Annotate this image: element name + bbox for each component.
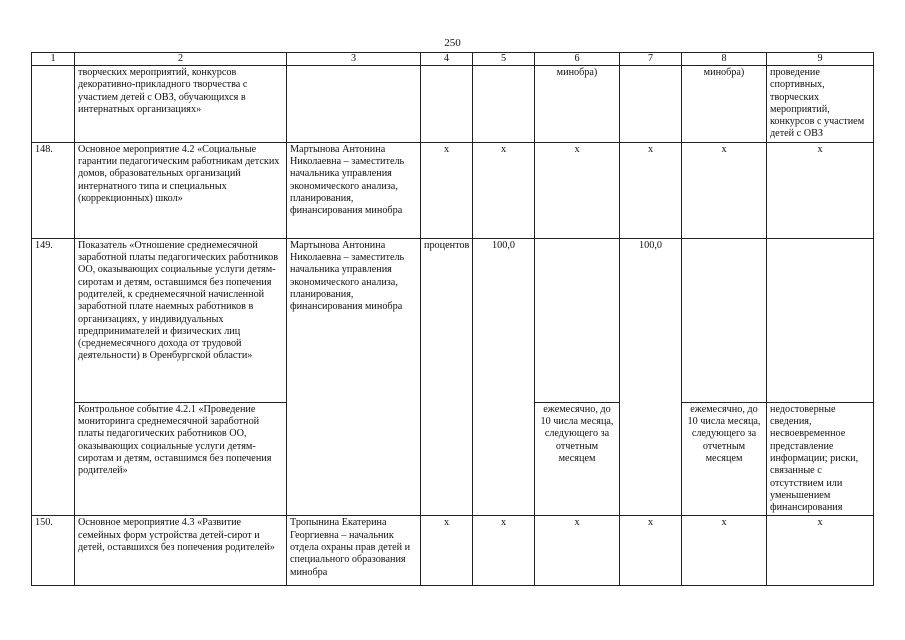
cell-value bbox=[473, 66, 535, 143]
header-cell: 6 bbox=[535, 53, 620, 66]
cell-num bbox=[32, 66, 75, 143]
cell-responsible: Мартынова Антонина Николаевна – заместитель начальника управления экономического анализа, планирования, финансирования минобра bbox=[287, 142, 421, 238]
header-cell: 1 bbox=[32, 53, 75, 66]
cell-deadline: ежемесячно, до 10 числа месяца, следующего за отчетным месяцем bbox=[535, 402, 620, 516]
cell-deadline: x bbox=[535, 516, 620, 586]
cell-deadline: x bbox=[535, 142, 620, 238]
cell-result: x bbox=[767, 516, 874, 586]
cell-result bbox=[767, 238, 874, 402]
plan-table bbox=[31, 52, 874, 586]
row-number: 149. bbox=[32, 238, 75, 516]
table-row-150 bbox=[32, 516, 874, 586]
cell-value-2: x bbox=[620, 516, 682, 586]
cell-deadline-2: x bbox=[682, 516, 767, 586]
header-cell: 8 bbox=[682, 53, 767, 66]
cell-value: 100,0 bbox=[473, 238, 535, 516]
table-row-continued bbox=[32, 66, 874, 143]
row-number: 150. bbox=[32, 516, 75, 586]
cell-value-2 bbox=[620, 66, 682, 143]
page-number: 250 bbox=[444, 37, 461, 49]
cell-unit: x bbox=[421, 516, 473, 586]
cell-result: x bbox=[767, 142, 874, 238]
cell-deadline bbox=[535, 238, 620, 402]
header-cell: 3 bbox=[287, 53, 421, 66]
cell-deadline-2 bbox=[682, 238, 767, 402]
header-cell: 4 bbox=[421, 53, 473, 66]
cell-result: проведение спортивных, творческих мероприятий, конкурсов с участием детей с ОВЗ bbox=[767, 66, 874, 143]
cell-deadline: минобра) bbox=[535, 66, 620, 143]
cell-description: Основное мероприятие 4.2 «Социальные гарантии педагогическим работникам детских домов, образовательных организаций интернатного типа и специальных (коррекционных) школ» bbox=[75, 142, 287, 238]
cell-responsible: Тропынина Екатерина Георгиевна – начальник отдела охраны прав детей и специального образования минобра bbox=[287, 516, 421, 586]
cell-deadline-2: минобра) bbox=[682, 66, 767, 143]
table-row-149 bbox=[32, 238, 874, 402]
table-row-148 bbox=[32, 142, 874, 238]
cell-responsible bbox=[287, 66, 421, 143]
cell-unit: x bbox=[421, 142, 473, 238]
cell-unit bbox=[421, 66, 473, 143]
cell-responsible: Мартынова Антонина Николаевна – заместитель начальника управления экономического анализа, планирования, финансирования минобра bbox=[287, 238, 421, 516]
cell-description: Контрольное событие 4.2.1 «Проведение мониторинга среднемесячной заработной платы педагогических работников ОО, оказывающих социальные услуги детям-сиротам и детям, оставшимся без попечения родителей» bbox=[75, 402, 287, 516]
header-cell: 2 bbox=[75, 53, 287, 66]
header-cell: 9 bbox=[767, 53, 874, 66]
cell-deadline-2: ежемесячно, до 10 числа месяца, следующего за отчетным месяцем bbox=[682, 402, 767, 516]
cell-result: недостоверные сведения, несвоевременное представление информации; риски, связанные с отсутствием или уменьшением финансирования bbox=[767, 402, 874, 516]
cell-description: Показатель «Отношение среднемесячной заработной платы педагогических работников ОО, оказывающих социальные услуги детям-сиротам и детям, оставшимся без попечения родителей, к среднемесячной начисленной заработной плате наемных работников в организациях, у индивидуальных предпринимателей и физических лиц (среднемесячного дохода от трудовой деятельности) в Оренбургской области» bbox=[75, 238, 287, 402]
cell-deadline-2: x bbox=[682, 142, 767, 238]
header-row bbox=[32, 53, 874, 66]
cell-value-2: 100,0 bbox=[620, 238, 682, 516]
row-number: 148. bbox=[32, 142, 75, 238]
header-cell: 7 bbox=[620, 53, 682, 66]
cell-value: x bbox=[473, 142, 535, 238]
cell-unit: процентов bbox=[421, 238, 473, 516]
header-cell: 5 bbox=[473, 53, 535, 66]
cell-value: x bbox=[473, 516, 535, 586]
cell-description: Основное мероприятие 4.3 «Развитие семейных форм устройства детей-сирот и детей, оставшихся без попечения родителей» bbox=[75, 516, 287, 586]
cell-value-2: x bbox=[620, 142, 682, 238]
cell-description: творческих мероприятий, конкурсов декоративно-прикладного творчества с участием детей с ОВЗ, обучающихся в интернатных организациях» bbox=[75, 66, 287, 143]
